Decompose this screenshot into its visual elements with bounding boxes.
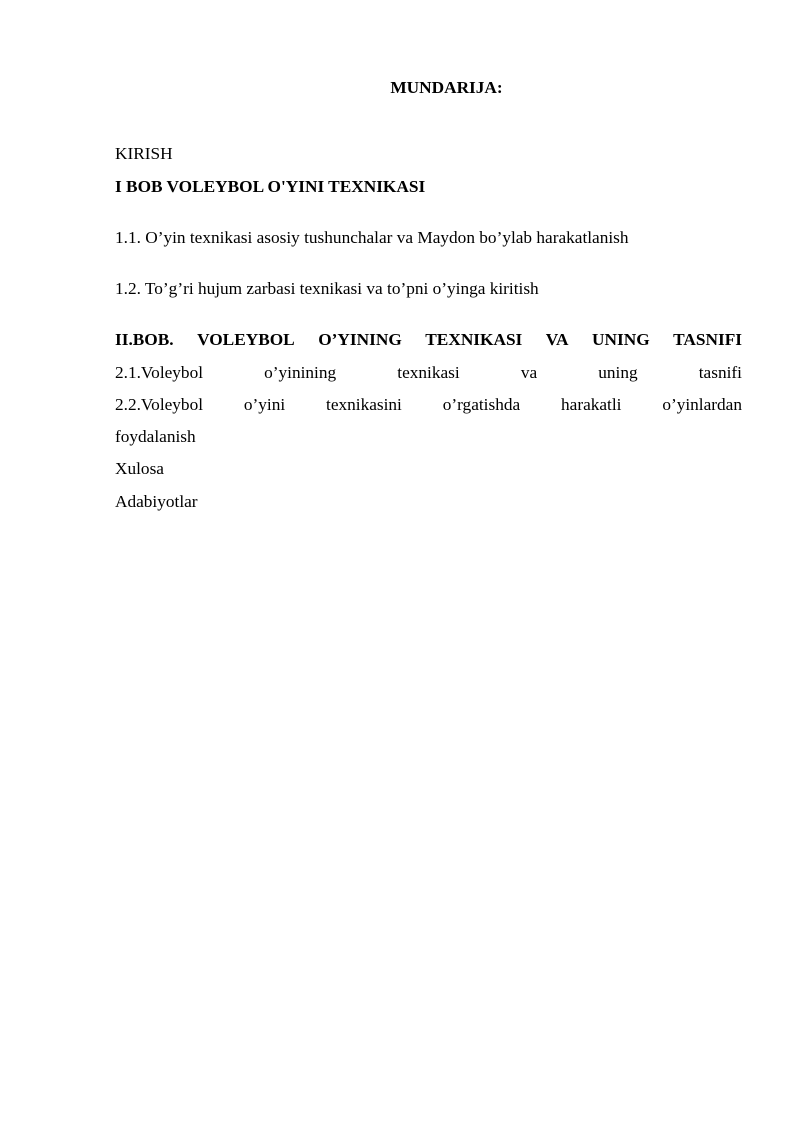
toc-references: Adabiyotlar — [115, 492, 198, 511]
toc-item-2-2-word: o’yinlardan — [662, 395, 742, 414]
toc-item-2-2-word: texnikasini — [326, 395, 402, 414]
chapter2-heading-word: O’YINING — [318, 330, 402, 349]
chapter2-heading-word: UNING — [592, 330, 650, 349]
chapter2-heading-word: TEXNIKASI — [425, 330, 523, 349]
chapter2-heading-word: II.BOB. — [115, 330, 174, 349]
toc-item-2-2-word: harakatli — [561, 395, 622, 414]
toc-item-2-2 — [115, 396, 742, 413]
toc-item-2-1-word: uning — [598, 363, 638, 382]
chapter2-heading-word: VA — [545, 330, 569, 349]
toc-item-1-2: 1.2. To’g’ri hujum zarbasi texnikasi va to’pni o’yinga kiritish — [115, 279, 539, 298]
toc-title: MUNDARIJA: — [390, 78, 503, 97]
toc-item-2-1 — [115, 364, 742, 381]
toc-item-2-2-word: o’yini — [243, 395, 286, 414]
toc-item-2-2-word: o’rgatishda — [442, 395, 521, 414]
chapter2-heading-word: VOLEYBOL — [197, 330, 295, 349]
toc-item-2-1-word: 2.1.Voleybol — [115, 363, 204, 382]
toc-item-2-1-word: o’yinining — [264, 363, 337, 382]
toc-item-2-1-word: va — [520, 363, 538, 382]
toc-item-2-1-word: texnikasi — [397, 363, 460, 382]
chapter1-heading: I BOB VOLEYBOL O'YINI TEXNIKASI — [115, 177, 426, 196]
toc-item-2-2-word: 2.2.Voleybol — [115, 395, 204, 414]
chapter2-heading — [115, 331, 742, 348]
chapter2-heading-word: TASNIFI — [673, 330, 742, 349]
toc-intro: KIRISH — [115, 144, 173, 163]
toc-item-1-1: 1.1. O’yin texnikasi asosiy tushunchalar va Maydon bo’ylab harakatlanish — [115, 228, 629, 247]
toc-conclusion: Xulosa — [115, 459, 164, 478]
toc-item-2-1-word: tasnifi — [698, 363, 742, 382]
toc-item-2-2-continuation: foydalanish — [115, 427, 196, 446]
